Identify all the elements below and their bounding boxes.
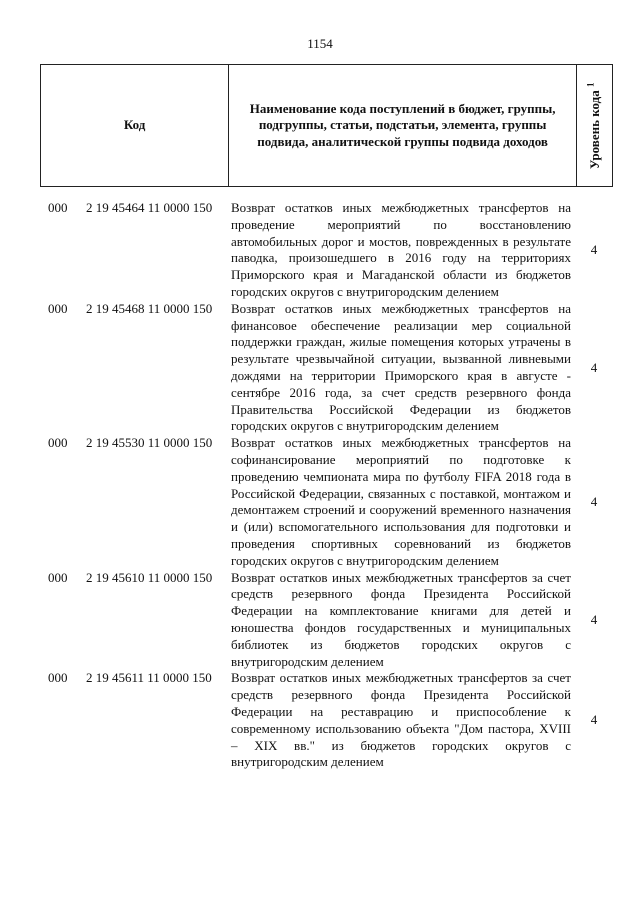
row-level: 4: [590, 611, 598, 627]
row-name: Возврат остатков иных межбюджетных трансфертов на проведение мероприятий по восстановлению автомобильных дорог и мостов, поврежденных в результате паводка, произошедшего в 2016 году на территориях Приморского края и Магаданской области из бюджетов городских округов с внутригородским делением: [231, 200, 571, 299]
row-code: 2 19 45464 11 0000 150: [86, 200, 213, 215]
header-level-label: Уровень кода: [587, 89, 603, 169]
row-admin-code: 000: [48, 670, 68, 686]
row-name: Возврат остатков иных межбюджетных трансфертов за счет средств резервного фонда Президента Российской Федерации на реставрацию и приспособление к современному использованию объекта "Дом пастора, XVIII – XIX вв." из бюджетов городских округов с внутригородским делением: [231, 670, 571, 770]
header-level-footnote: 1: [585, 82, 596, 87]
table-row: [40, 670, 613, 771]
row-level: 4: [590, 712, 598, 728]
table-row: [40, 570, 613, 671]
table-row: [40, 435, 613, 569]
table-row: [40, 301, 613, 435]
row-admin-code: 000: [48, 300, 68, 316]
row-admin-code: 000: [48, 569, 68, 585]
row-level: 4: [590, 493, 598, 509]
header-code: Код: [41, 65, 229, 186]
table-header: [40, 64, 613, 187]
row-code: 2 19 45468 11 0000 150: [86, 300, 213, 316]
page-number: 1154: [307, 36, 333, 51]
table-row: [40, 200, 613, 301]
row-admin-code: 000: [48, 435, 68, 451]
row-code: 2 19 45530 11 0000 150: [86, 435, 213, 451]
header-level-cell: [577, 65, 612, 186]
header-name: Наименование кода поступлений в бюджет, группы, подгруппы, статьи, подстатьи, элемента, группы подвида, аналитической группы подвида доходов: [229, 65, 577, 186]
header-level: [586, 82, 604, 169]
row-level: 4: [590, 359, 598, 375]
row-name: Возврат остатков иных межбюджетных трансфертов на софинансирование мероприятий по подготовке к проведению чемпионата мира по футболу FIFA 2018 года в Российской Федерации, связанных с поставкой, монтажом и демонтажем строений и сооружений временного назначения и (или) вспомогательного использования для подготовки и проведения спортивных соревнований из бюджетов городских округов с внутригородским делением: [231, 435, 571, 568]
row-code: 2 19 45610 11 0000 150: [86, 569, 213, 585]
row-name: Возврат остатков иных межбюджетных трансфертов за счет средств резервного фонда Президента Российской Федерации на комплектование книгами для детей и юношества фондов государственных и муниципальных библиотек из бюджетов городских округов с внутригородским делением: [231, 569, 571, 669]
row-level: 4: [590, 241, 598, 257]
row-name: Возврат остатков иных межбюджетных трансфертов на финансовое обеспечение реализации мер социальной поддержки граждан, жилые помещения которых утрачены в результате чрезвычайной ситуации, вызванной ливневыми дождями на территории Приморского края в августе - сентябре 2016 года, за счет средств резервного фонда Правительства Российской Федерации из бюджетов городских округов с внутригородским делением: [231, 300, 571, 434]
table-body: [40, 200, 613, 771]
row-admin-code: 000: [48, 200, 68, 215]
row-code: 2 19 45611 11 0000 150: [86, 670, 212, 686]
